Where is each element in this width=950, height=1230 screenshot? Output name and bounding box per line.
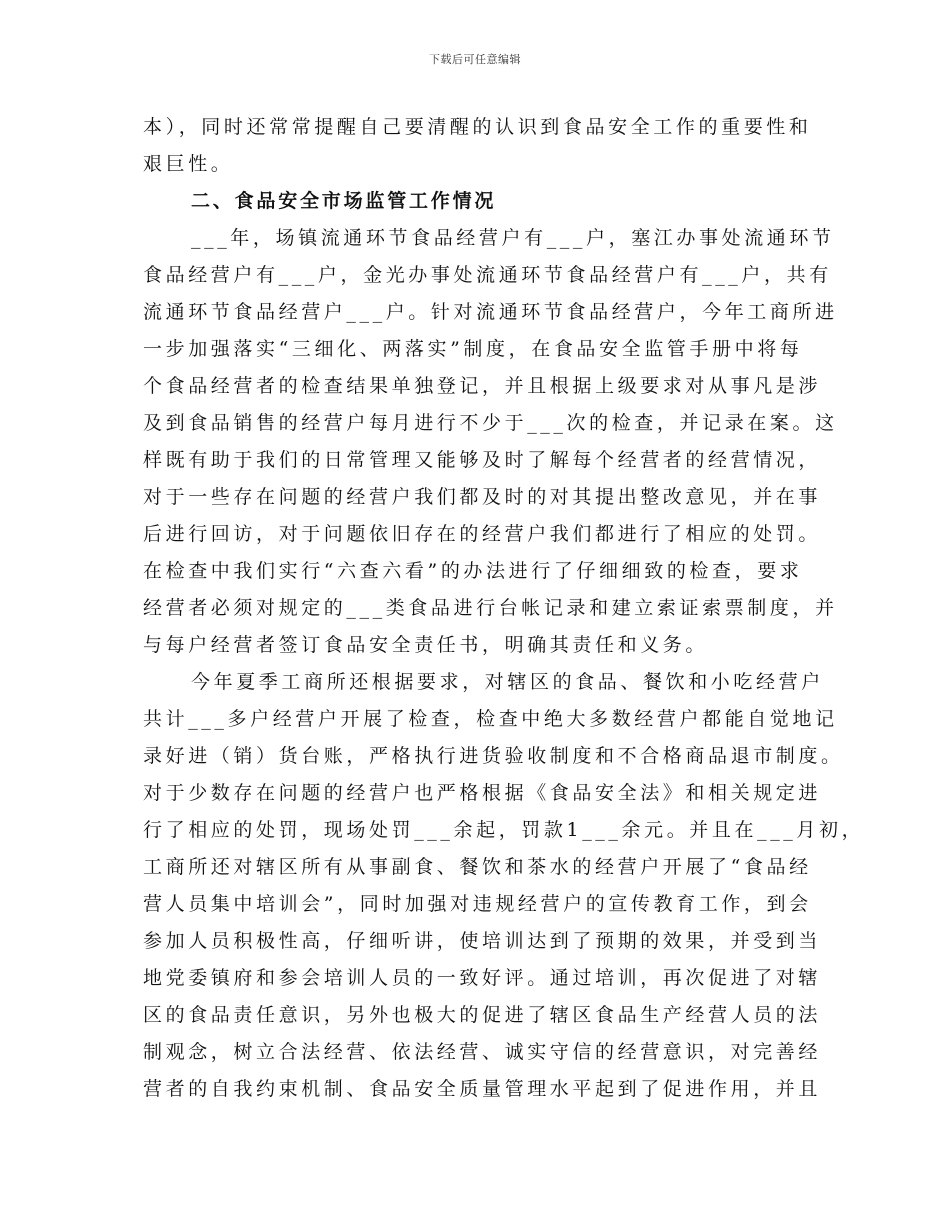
text-line: 对于少数存在问题的经营户也严格根据《食品安全法》和相关规定进 [143, 782, 822, 804]
section-heading: 二、食品安全市场监管工作情况 [191, 190, 497, 212]
text-line: ___年，场镇流通环节食品经营户有___户，塞江办事处流通环节 [191, 227, 835, 249]
text-line: 艰巨性。 [143, 153, 234, 175]
text-line: 制观念，树立合法经营、依法经营、诚实守信的经营意识，对完善经 [143, 1041, 822, 1063]
page-header: 下载后可任意编辑 [429, 53, 521, 66]
text-line: 地党委镇府和参会培训人员的一致好评。通过培训，再次促进了对辖 [143, 967, 822, 989]
text-line: 与每户经营者签订食品安全责任书，明确其责任和义务。 [143, 634, 709, 656]
text-line: 食品经营户有___户，金光办事处流通环节食品经营户有___户，共有 [143, 264, 832, 286]
text-line: 个食品经营者的检查结果单独登记，并且根据上级要求对从事凡是涉 [143, 375, 822, 397]
text-line: 流通环节食品经营户___户。针对流通环节食品经营户，今年工商所进 [143, 301, 838, 323]
text-line: 今年夏季工商所还根据要求，对辖区的食品、餐饮和小吃经营户 [191, 671, 824, 693]
text-line: 营人员集中培训会”，同时加强对违规经营户的宣传教育工作，到会 [143, 893, 812, 915]
text-line: 及到食品销售的经营户每月进行不少于___次的检查，并记录在案。这 [143, 412, 838, 434]
text-line: 本），同时还常常提醒自己要清醒的认识到食品安全工作的重要性和 [143, 116, 812, 138]
text-line: 区的食品责任意识，另外也极大的促进了辖区食品生产经营人员的法 [143, 1004, 822, 1026]
text-line: 行了相应的处罚，现场处罚___余起，罚款1___余元。并且在___月初， [143, 819, 865, 841]
text-line: 共计___多户经营户开展了检查，检查中绝大多数经营户都能自觉地记 [143, 708, 838, 730]
text-line: 经营者必须对规定的___类食品进行台帐记录和建立索证索票制度，并 [143, 597, 838, 619]
text-line: 样既有助于我们的日常管理又能够及时了解每个经营者的经营情况， [143, 449, 822, 471]
text-line: 录好进（销）货台账，严格执行进货验收制度和不合格商品退市制度。 [143, 745, 844, 767]
text-line: 工商所还对辖区所有从事副食、餐饮和茶水的经营户开展了“食品经 [143, 856, 812, 878]
text-line: 对于一些存在问题的经营户我们都及时的对其提出整改意见，并在事 [143, 486, 822, 508]
text-line: 在检查中我们实行“六查六看”的办法进行了仔细细致的检查，要求 [143, 560, 803, 582]
text-line: 一步加强落实“三细化、两落实”制度，在食品安全监管手册中将每 [143, 338, 803, 360]
text-line: 营者的自我约束机制、食品安全质量管理水平起到了促进作用，并且 [143, 1078, 822, 1100]
text-line: 参加人员积极性高，仔细听讲，使培训达到了预期的效果，并受到当 [143, 930, 822, 952]
text-line: 后进行回访，对于问题依旧存在的经营户我们都进行了相应的处罚。 [143, 523, 822, 545]
